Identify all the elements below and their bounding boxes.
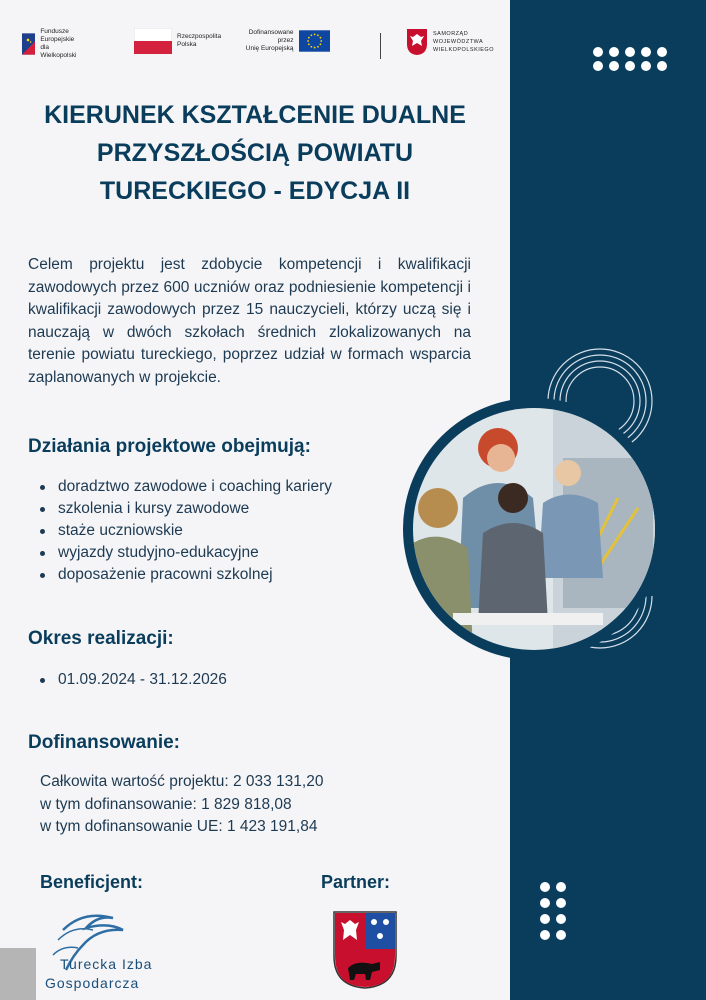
classroom-illustration — [413, 408, 655, 650]
fe-label: Fundusze Europejskie dla Wielkopolski — [40, 28, 77, 59]
period-list — [40, 669, 227, 691]
decorative-dots-bottom — [540, 882, 566, 940]
beneficiary-heading: Beneficjent: — [40, 872, 144, 892]
rp-label: Rzeczpospolita Polska — [177, 33, 222, 48]
list-item: wyjazdy studyjno-edukacyjne — [40, 542, 332, 564]
logo-unia-europejska — [242, 28, 330, 54]
powiat-turecki-crest — [332, 910, 398, 990]
decorative-dots-top — [593, 47, 667, 71]
list-item: doradztwo zawodowe i coaching kariery — [40, 476, 332, 498]
funding-cofinance: w tym dofinansowanie: 1 829 818,08 — [40, 795, 292, 813]
logo-fundusze-europejskie — [22, 28, 83, 60]
funding-total: Całkowita wartość projektu: 2 033 131,20 — [40, 773, 324, 790]
beneficiary-name — [45, 955, 153, 993]
funding-eu: w tym dofinansowanie UE: 1 423 191,84 — [40, 818, 318, 835]
logo-rzeczpospolita — [134, 28, 221, 54]
samorzad-label: SAMORZĄD WOJEWÓDZTWA WIELKOPOLSKIEGO — [433, 31, 494, 53]
funding-heading: Dofinansowanie: — [28, 732, 181, 753]
beneficiary-name-line2: Gospodarcza — [45, 975, 140, 991]
corner-overlay — [0, 948, 36, 1000]
fe-flag-icon — [22, 28, 35, 60]
period-value: 01.09.2024 - 31.12.2026 — [40, 669, 227, 691]
list-item: doposażenie pracowni szkolnej — [40, 564, 332, 586]
funding-block — [40, 771, 323, 839]
logo-divider — [380, 33, 381, 59]
list-item: staże uczniowskie — [40, 520, 332, 542]
actions-list — [40, 476, 332, 586]
period-heading: Okres realizacji: — [28, 628, 174, 649]
intro-paragraph: Celem projektu jest zdobycie kompetencji i kwalifikacji zawodowych przez 600 uczniów oraz podniesienie kompetencji i kwalifikacji zawodowych przez 15 nauczycieli, którzy uczą się i nauczają w dwóch szkołach średnich zlokalizowanych na terenie powiatu tureckiego, poprzez udział w formach wsparcia zaplanowanych w projekcie. — [28, 256, 471, 386]
logo-samorzad — [406, 28, 494, 56]
list-item: szkolenia i kursy zawodowe — [40, 498, 332, 520]
partner-heading: Partner: — [321, 872, 391, 892]
eu-flag-icon — [299, 28, 330, 54]
actions-heading: Działania projektowe obejmują: — [28, 436, 311, 457]
beneficiary-name-line1: Turecka Izba — [60, 956, 153, 972]
page-title: KIERUNEK KSZTAŁCENIE DUALNE PRZYSZŁOŚCIĄ POWIATU TURECKIEGO - EDYCJA II — [44, 101, 466, 205]
students-photo — [413, 408, 655, 650]
polish-flag-icon — [134, 28, 172, 54]
eagle-crest-icon — [406, 28, 428, 56]
ue-label: Dofinansowane przez Unię Europejską — [245, 29, 294, 52]
